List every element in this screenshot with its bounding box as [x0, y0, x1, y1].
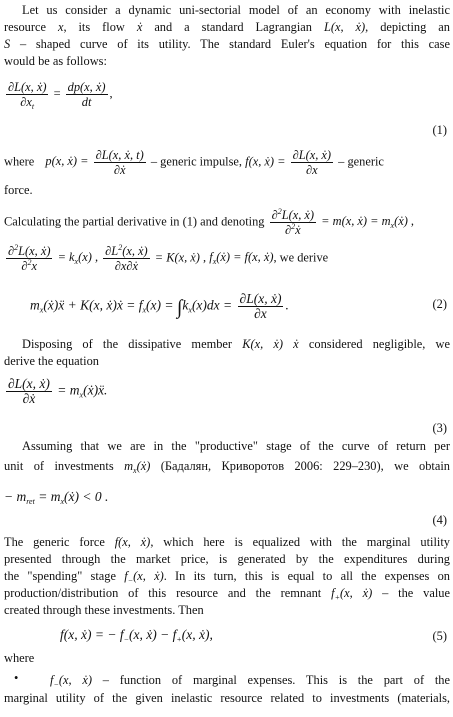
frac-d2L-x: $\frac{\partial^2L(x, ẋ)}{\partial^2x}$ — [8, 243, 51, 273]
frac-dL-dxt: $\frac{\text{∂L(x, ẋ)}}{\partial x_t}$ — [8, 80, 47, 111]
math-f: f(x, ẋ) = — [245, 154, 286, 169]
text: presented through the market price, is generated by the expenditures during — [4, 552, 450, 566]
text: , which here is equalized with the marginal utility — [150, 535, 450, 549]
bullet-dot: • — [14, 671, 19, 685]
frac-d2L-mixed: $\frac{\partial L^2(x, ẋ)}{\text{∂x∂ẋ}}$ — [105, 243, 148, 273]
frac-dL-dxdot-3: $\frac{\text{∂L(x, ẋ)}}{\text{∂ẋ}}$ — [8, 376, 50, 406]
math-xdot: ẋ — [136, 20, 143, 34]
bullet1-line2 — [4, 690, 450, 707]
math-fplus: $f_+(x$, ẋ) — [331, 586, 373, 602]
equation-1: $\frac{\text{∂L(x, ẋ)}}{\partial x_t}$ = $\frac{\text{dp(x, ẋ)}}{dt}$ , — [8, 80, 113, 111]
math-kx: = $k_x(x)$ , — [57, 250, 99, 267]
generic-line2 — [4, 551, 450, 568]
text: – function of marginal expenses. This is the part of the — [102, 673, 451, 687]
text: (Бадалян, Криворотов 2006: 229–230), we obtain — [160, 459, 450, 473]
equation-3: $\frac{\text{∂L(x, ẋ)}}{\text{∂ẋ}}$ = $m_x(ẋ)ẍ$. — [8, 376, 108, 406]
eq5-number: (5) — [432, 629, 447, 643]
p1-line1 — [22, 2, 450, 19]
generic-line1 — [4, 534, 450, 551]
math-Kxdot: K(x, ẋ) ẋ — [242, 337, 299, 351]
dissip-line2 — [4, 353, 450, 370]
math-mx: $m_x(ẋ)$ — [124, 459, 151, 475]
text: where — [4, 651, 35, 665]
text: created through these investments. Then — [4, 603, 204, 617]
frac-dL-dxdot: $\frac{\text{∂L(x, ẋ, t)}}{\text{∂ẋ}}$ — [95, 148, 144, 177]
generic-line4 — [4, 585, 450, 602]
eq1-number: (1) — [432, 123, 447, 137]
math-p: p(x, ẋ) = — [45, 154, 89, 169]
text: and a standard Lagrangian — [154, 20, 312, 34]
assume-line2 — [4, 458, 450, 475]
text: would be as follows: — [4, 54, 107, 68]
equation-5: f(x, ẋ) = − $f_-(x$, ẋ) − $f_+(x$, ẋ), — [60, 627, 213, 644]
text: . In its turn, this is equal to all the expenses on — [163, 569, 450, 583]
math-m-def: = m(x, ẋ) = $m_x(ẋ)$ , — [321, 214, 415, 231]
p1-line2 — [4, 19, 450, 36]
text: – generic — [338, 154, 384, 169]
frac-d2L: $\frac{\partial^2L(x, ẋ)}{\partial^2ẋ}$ — [271, 207, 315, 237]
math-fxxdot: f(x, ẋ) — [114, 535, 151, 549]
eq2-number: (2) — [432, 297, 447, 311]
eq3-number: (3) — [432, 421, 447, 435]
text: The generic force — [4, 535, 105, 549]
math-fx: $f_x(ẋ) = f(x$, ẋ) — [209, 250, 274, 267]
text: considered negligible, we — [308, 337, 450, 351]
assume-line1 — [22, 438, 450, 455]
text: unit of investments — [4, 459, 114, 473]
math-S: S — [4, 37, 11, 51]
text: , depicting an — [365, 20, 450, 34]
text: – shaped curve of its utility. The standard Euler's equation for this case — [19, 37, 450, 51]
p1-line4 — [4, 53, 450, 70]
text: , its flow — [63, 20, 125, 34]
text: the "spending" stage — [4, 569, 116, 583]
text: – generic impulse, — [150, 154, 243, 169]
p1-line3 — [4, 36, 450, 53]
dissip-line1 — [22, 336, 450, 353]
generic-line5 — [4, 602, 450, 619]
text: resource — [4, 20, 46, 34]
equation-2: $m_x(ẋ)ẍ + K(x$, ẋ)ẋ = $f_x(x) = \int k_x(x)dx$ = $\frac{\text{∂L(x, ẋ)}}{\partial x}$ . — [30, 291, 289, 321]
text: Let us consider a dynamic uni-sectorial model of an economy with inelastic — [22, 3, 450, 17]
text: Calculating the partial derivative in (1) and denoting — [4, 214, 265, 229]
where2-line — [4, 650, 450, 667]
calc-line1 — [4, 208, 450, 237]
text: derive the equation — [4, 354, 99, 368]
eq4-number: (4) — [432, 513, 447, 527]
math-fminus: $f_-(x$, ẋ) — [124, 569, 164, 585]
frac-dL-dx: $\frac{\text{∂L(x, ẋ)}}{\partial x}$ — [292, 148, 332, 177]
text: force. — [4, 183, 33, 197]
math-fminus-2: $f_-(x$, ẋ) — [50, 673, 92, 689]
text: – the value — [382, 586, 450, 600]
bullet1-line1 — [50, 672, 450, 689]
text: , we derive — [273, 250, 329, 265]
text: Assuming that we are in the "productive" stage of the curve of return per — [22, 439, 450, 453]
equation-4: − $m_{ret}$ = $m_x(ẋ) < 0$ . — [4, 489, 109, 506]
frac-dp-dt: $\frac{\text{dp(x, ẋ)}}{dt}$ — [67, 80, 106, 109]
force-line — [4, 182, 450, 199]
text: where — [4, 154, 35, 169]
text: marginal utility of the given inelastic resource related to investments (materials, — [4, 691, 450, 705]
math-K: = K(x, ẋ) , — [154, 250, 207, 265]
where-line — [4, 148, 450, 177]
text: production/distribution of this resource and the remnant — [4, 586, 322, 600]
calc-line2 — [4, 244, 450, 273]
text: Disposing of the dissipative member — [22, 337, 233, 351]
generic-line3 — [4, 568, 450, 585]
math-x: x — [57, 20, 64, 34]
frac-dL-dx-2: $\frac{\text{∂L(x, ẋ)}}{\partial x}$ — [239, 291, 282, 321]
math-lagrangian: L(x, ẋ) — [323, 20, 366, 34]
